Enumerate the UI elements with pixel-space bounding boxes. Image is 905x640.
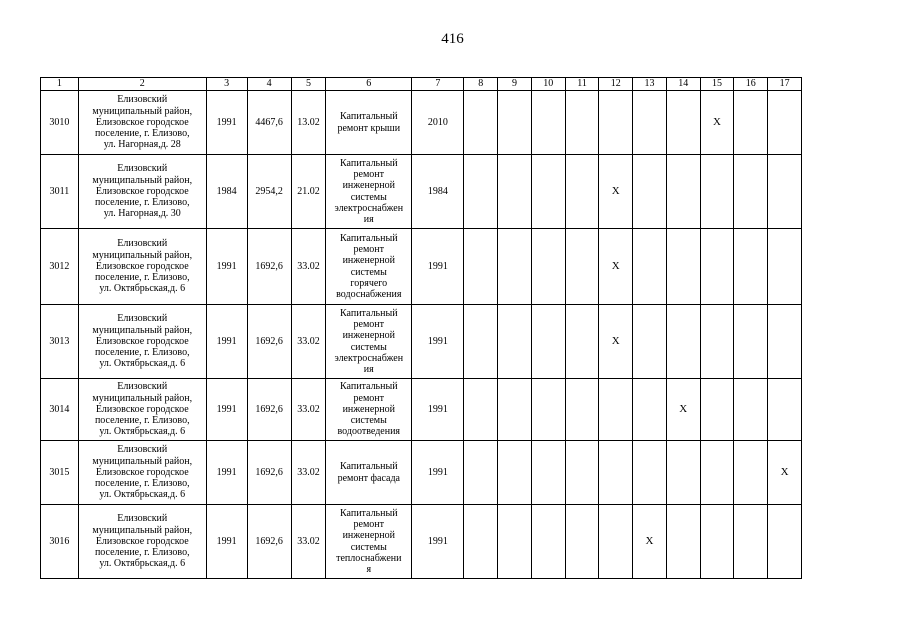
address-line: поселение, г. Елизово, [94,547,190,559]
mark-cell-col-8 [464,155,498,229]
mark-cell-col-11 [565,155,599,229]
address-line: ул. Нагорная,д. 28 [103,139,181,151]
address-line: ул. Октябрьская,д. 6 [99,283,186,295]
mark-cell-col-17 [768,229,802,305]
address-line: Елизовский [117,381,168,393]
mark-cell-col-8 [464,441,498,505]
work-type-line: ия [363,364,374,376]
work-type-line: инженерной [342,255,395,267]
work-type-cell [326,305,412,379]
column-header: 4 [247,78,291,91]
mark-cell-col-16 [734,441,768,505]
row-id-cell: 3013 [41,305,79,379]
work-type-line: системы [350,415,387,427]
mark-cell-col-17 [768,505,802,579]
mark-cell-col-11 [565,505,599,579]
mark-cell-col-12 [599,505,633,579]
work-type-line: ремонт [353,243,385,255]
mark-cell-col-10 [531,305,565,379]
work-type-line: системы [350,191,387,203]
work-type-line: теплоснабжени [336,552,402,564]
column-header: 15 [700,78,734,91]
address-line: Елизовское городское [95,260,189,272]
work-type-line: инженерной [342,330,395,342]
column-header: 1 [41,78,79,91]
mark-cell-col-12 [599,441,633,505]
row-id-cell: 3010 [41,91,79,155]
work-type-line: Капитальный [340,307,398,319]
work-type-line: Капитальный [340,381,398,393]
column-header: 10 [531,78,565,91]
work-type-line: Капитальный [340,507,398,519]
table-row [41,229,802,305]
column-header: 3 [206,78,247,91]
address-cell [78,229,206,305]
mark-cell-col-10 [531,229,565,305]
address-line: Елизовский [117,238,168,250]
work-type-line: ремонт [353,518,385,530]
mark-cell-col-12: X [599,155,633,229]
address-line: поселение, г. Елизово, [94,272,190,284]
mark-cell-col-14 [666,229,700,305]
mark-cell-col-16 [734,505,768,579]
mark-cell-col-15 [700,155,734,229]
table-row [41,91,802,155]
wear-cell: 33.02 [291,305,326,379]
mark-cell-col-9 [498,229,532,305]
mark-cell-col-16 [734,91,768,155]
area-cell: 2954,2 [247,155,291,229]
page-number: 416 [441,31,464,47]
year-built-cell: 1991 [206,441,247,505]
work-type-line: ремонт фасада [337,472,400,484]
address-line: муниципальный район, [92,392,193,404]
column-header: 2 [78,78,206,91]
work-type-line: ремонт [353,168,385,180]
address-line: ул. Октябрьская,д. 6 [99,358,186,370]
year-built-cell: 1991 [206,91,247,155]
capital-repair-table [40,77,802,579]
address-line: поселение, г. Елизово, [94,197,190,209]
column-header: 6 [326,78,412,91]
column-header: 13 [633,78,667,91]
row-id-cell: 3012 [41,229,79,305]
address-line: Елизовское городское [95,403,189,415]
work-type-line: горячего [350,277,388,289]
mark-cell-col-10 [531,155,565,229]
work-type-cell [326,91,412,155]
mark-cell-col-14 [666,91,700,155]
mark-cell-col-9 [498,91,532,155]
table-body [41,91,802,579]
year-built-cell: 1991 [206,379,247,441]
address-cell [78,155,206,229]
mark-cell-col-15 [700,379,734,441]
area-cell: 1692,6 [247,305,291,379]
mark-cell-col-10 [531,505,565,579]
column-header: 5 [291,78,326,91]
address-cell [78,305,206,379]
mark-cell-col-15 [700,505,734,579]
mark-cell-col-15: X [700,91,734,155]
column-number-row [41,78,802,91]
mark-cell-col-9 [498,441,532,505]
area-cell: 1692,6 [247,379,291,441]
work-type-line: электроснабжен [334,352,404,364]
row-id-cell: 3011 [41,155,79,229]
mark-cell-col-8 [464,229,498,305]
address-line: поселение, г. Елизово, [94,347,190,359]
address-cell [78,441,206,505]
address-line: Елизовское городское [95,535,189,547]
table-row [41,379,802,441]
address-line: Елизовское городское [95,185,189,197]
mark-cell-col-9 [498,379,532,441]
address-line: поселение, г. Елизово, [94,478,190,490]
wear-cell: 33.02 [291,379,326,441]
address-cell [78,91,206,155]
address-line: поселение, г. Елизово, [94,128,190,140]
work-type-cell [326,229,412,305]
mark-cell-col-14 [666,505,700,579]
address-line: муниципальный район, [92,249,193,261]
wear-cell: 21.02 [291,155,326,229]
table-row [41,305,802,379]
mark-cell-col-10 [531,379,565,441]
year-built-cell: 1991 [206,505,247,579]
mark-cell-col-13 [633,379,667,441]
mark-cell-col-16 [734,155,768,229]
year-cell: 2010 [412,91,464,155]
address-line: муниципальный район, [92,174,193,186]
work-type-line: ремонт [353,318,385,330]
work-type-line: инженерной [342,180,395,192]
mark-cell-col-10 [531,441,565,505]
mark-cell-col-15 [700,441,734,505]
mark-cell-col-8 [464,505,498,579]
mark-cell-col-8 [464,379,498,441]
column-header: 9 [498,78,532,91]
mark-cell-col-16 [734,229,768,305]
mark-cell-col-11 [565,91,599,155]
work-type-line: Капитальный [340,157,398,169]
work-type-cell [326,379,412,441]
address-line: муниципальный район, [92,324,193,336]
wear-cell: 33.02 [291,229,326,305]
mark-cell-col-8 [464,91,498,155]
mark-cell-col-13 [633,91,667,155]
work-type-line: системы [350,266,387,278]
work-type-line: Капитальный [340,461,398,473]
mark-cell-col-11 [565,229,599,305]
work-type-line: системы [350,341,387,353]
mark-cell-col-17: X [768,441,802,505]
table-row [41,155,802,229]
mark-cell-col-14 [666,305,700,379]
work-type-line: я [366,564,372,576]
mark-cell-col-13 [633,305,667,379]
work-type-line: водоснабжения [336,289,402,301]
mark-cell-col-11 [565,305,599,379]
row-id-cell: 3014 [41,379,79,441]
mark-cell-col-12: X [599,229,633,305]
year-built-cell: 1984 [206,155,247,229]
work-type-line: водоотведения [337,426,401,438]
work-type-line: Капитальный [340,232,398,244]
wear-cell: 33.02 [291,505,326,579]
area-cell: 4467,6 [247,91,291,155]
area-cell: 1692,6 [247,229,291,305]
year-cell: 1991 [412,229,464,305]
address-cell [78,379,206,441]
mark-cell-col-15 [700,305,734,379]
table-row [41,441,802,505]
mark-cell-col-16 [734,379,768,441]
mark-cell-col-16 [734,305,768,379]
mark-cell-col-14: X [666,379,700,441]
mark-cell-col-12: X [599,305,633,379]
work-type-line: инженерной [342,403,395,415]
work-type-cell [326,155,412,229]
mark-cell-col-12 [599,379,633,441]
mark-cell-col-9 [498,505,532,579]
year-cell: 1991 [412,505,464,579]
work-type-line: Капитальный [340,111,398,123]
address-line: Елизовское городское [95,335,189,347]
address-line: Елизовский [117,313,168,325]
mark-cell-col-17 [768,155,802,229]
mark-cell-col-13: X [633,505,667,579]
mark-cell-col-14 [666,155,700,229]
year-cell: 1991 [412,379,464,441]
work-type-cell [326,441,412,505]
address-line: муниципальный район, [92,524,193,536]
address-line: ул. Октябрьская,д. 6 [99,558,186,570]
area-cell: 1692,6 [247,505,291,579]
address-line: ул. Октябрьская,д. 6 [99,426,186,438]
address-line: Елизовский [117,163,168,175]
address-line: муниципальный район, [92,455,193,467]
address-line: Елизовское городское [95,466,189,478]
column-header: 12 [599,78,633,91]
address-line: ул. Октябрьская,д. 6 [99,489,186,501]
wear-cell: 33.02 [291,441,326,505]
mark-cell-col-17 [768,305,802,379]
mark-cell-col-12 [599,91,633,155]
mark-cell-col-17 [768,379,802,441]
work-type-line: инженерной [342,530,395,542]
work-type-line: системы [350,541,387,553]
address-line: Елизовский [117,444,168,456]
address-line: Елизовский [117,513,168,525]
row-id-cell: 3016 [41,505,79,579]
mark-cell-col-8 [464,305,498,379]
work-type-cell [326,505,412,579]
work-type-line: ремонт [353,392,385,404]
year-built-cell: 1991 [206,305,247,379]
column-header: 17 [768,78,802,91]
row-id-cell: 3015 [41,441,79,505]
column-header: 11 [565,78,599,91]
mark-cell-col-11 [565,441,599,505]
year-cell: 1984 [412,155,464,229]
address-line: ул. Нагорная,д. 30 [103,208,181,220]
work-type-line: ия [363,214,374,226]
address-line: Елизовский [117,94,168,106]
address-line: поселение, г. Елизово, [94,415,190,427]
mark-cell-col-13 [633,155,667,229]
mark-cell-col-17 [768,91,802,155]
mark-cell-col-9 [498,155,532,229]
address-line: муниципальный район, [92,105,193,117]
year-built-cell: 1991 [206,229,247,305]
mark-cell-col-15 [700,229,734,305]
work-type-line: ремонт крыши [337,122,401,134]
column-header: 16 [734,78,768,91]
mark-cell-col-11 [565,379,599,441]
work-type-line: электроснабжен [334,202,404,214]
column-header: 14 [666,78,700,91]
address-line: Елизовское городское [95,116,189,128]
mark-cell-col-14 [666,441,700,505]
wear-cell: 13.02 [291,91,326,155]
year-cell: 1991 [412,305,464,379]
column-header: 8 [464,78,498,91]
mark-cell-col-9 [498,305,532,379]
column-header: 7 [412,78,464,91]
year-cell: 1991 [412,441,464,505]
area-cell: 1692,6 [247,441,291,505]
mark-cell-col-10 [531,91,565,155]
mark-cell-col-13 [633,441,667,505]
address-cell [78,505,206,579]
mark-cell-col-13 [633,229,667,305]
table-row [41,505,802,579]
